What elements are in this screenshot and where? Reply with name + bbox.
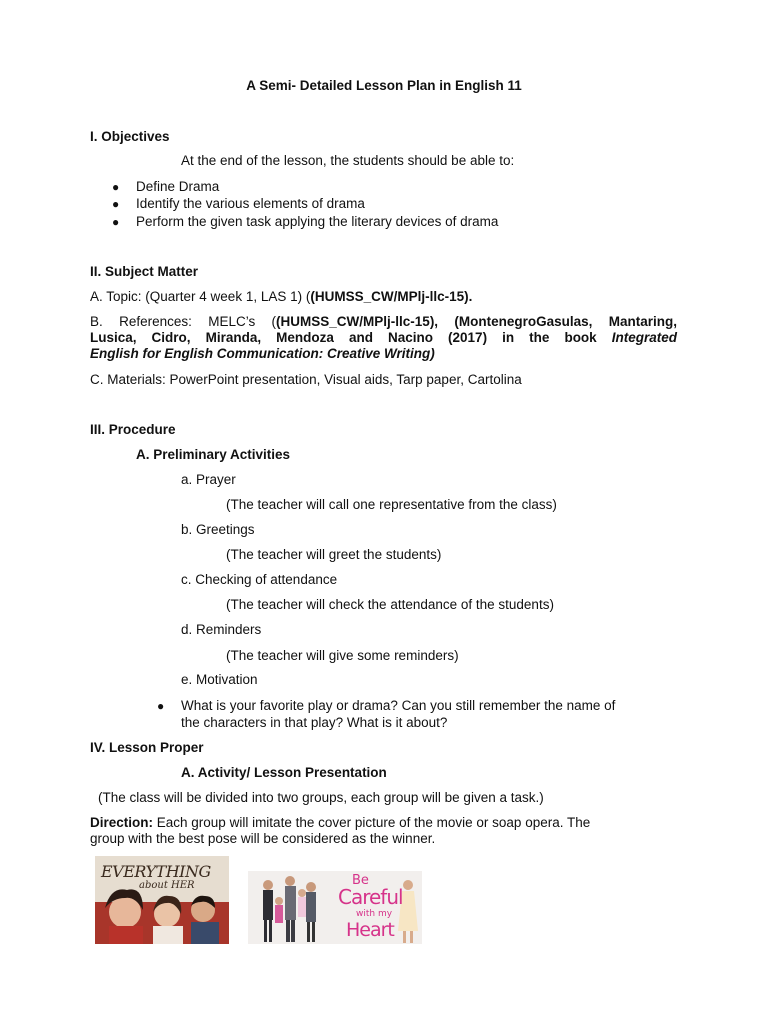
- step-note: (The teacher will greet the students): [226, 547, 442, 562]
- bullet-icon: ●: [157, 699, 165, 713]
- objectives-heading: I. Objectives: [90, 129, 170, 144]
- step-note: (The teacher will check the attendance of the students): [226, 597, 554, 612]
- step-label: c. Checking of attendance: [181, 572, 338, 587]
- direction-text: Each group will imitate the cover picture of the movie or soap opera. The: [153, 815, 591, 830]
- topic-line: [90, 289, 472, 304]
- group-note: (The class will be divided into two groups, each group will be given a task.): [98, 790, 544, 805]
- activity-heading: A. Activity/ Lesson Presentation: [181, 765, 387, 780]
- direction-text-cont: group with the best pose will be considered as the winner.: [90, 831, 436, 846]
- references-line-2: [90, 330, 677, 345]
- objective-item: Identify the various elements of drama: [136, 196, 365, 211]
- references-book-title: English for English Communication: Creative Writing): [90, 346, 435, 361]
- objective-item: Define Drama: [136, 179, 220, 194]
- topic-code: (HUMSS_CW/MPlj-llc-15).: [310, 289, 473, 304]
- preliminary-activities-heading: A. Preliminary Activities: [136, 447, 291, 462]
- motivation-question: What is your favorite play or drama? Can you still remember the name of: [181, 698, 616, 713]
- poster2-title-heart: Heart: [346, 919, 394, 941]
- step-label: b. Greetings: [181, 522, 255, 537]
- references-authors: Lusica, Cidro, Miranda, Mendoza and Nacino (2017) in the book: [90, 330, 612, 345]
- subject-matter-heading: II. Subject Matter: [90, 264, 199, 279]
- movie-poster-everything-about-her: [95, 856, 229, 944]
- motivation-question-cont: the characters in that play? What is it about?: [181, 715, 448, 730]
- tv-poster-be-careful-with-my-heart: [248, 871, 422, 944]
- lesson-proper-heading: IV. Lesson Proper: [90, 740, 204, 755]
- procedure-heading: III. Procedure: [90, 422, 176, 437]
- bullet-icon: ●: [112, 197, 120, 211]
- topic-prefix: A. Topic: (Quarter 4 week 1, LAS 1) (: [90, 289, 311, 304]
- references-label: B. References: MELC’s (: [90, 314, 277, 329]
- references-book-start: Integrated: [611, 330, 677, 345]
- page-title: A Semi- Detailed Lesson Plan in English 11: [246, 78, 522, 93]
- bullet-icon: ●: [112, 180, 120, 194]
- poster2-title-careful: Careful: [338, 885, 403, 909]
- bullet-icon: ●: [112, 215, 120, 229]
- step-label: a. Prayer: [181, 472, 236, 487]
- direction-label: Direction:: [90, 815, 154, 830]
- references-line-1: [90, 314, 677, 329]
- step-note: (The teacher will give some reminders): [226, 648, 459, 663]
- step-label: e. Motivation: [181, 672, 258, 687]
- poster1-subtitle: about HER: [139, 880, 195, 891]
- poster2-title-with-my: with my: [356, 909, 393, 919]
- poster2-title-be: Be: [352, 873, 369, 888]
- step-note: (The teacher will call one representative from the class): [226, 497, 557, 512]
- step-label: d. Reminders: [181, 622, 262, 637]
- references-codes: (HUMSS_CW/MPlj-llc-15), (MontenegroGasulas, Mantaring,: [276, 314, 677, 329]
- direction-line: [90, 815, 590, 830]
- materials-line: C. Materials: PowerPoint presentation, Visual aids, Tarp paper, Cartolina: [90, 372, 522, 387]
- objectives-intro: At the end of the lesson, the students should be able to:: [181, 153, 515, 168]
- objective-item: Perform the given task applying the literary devices of drama: [136, 214, 499, 229]
- poster1-title: EVERYTHING: [101, 862, 211, 881]
